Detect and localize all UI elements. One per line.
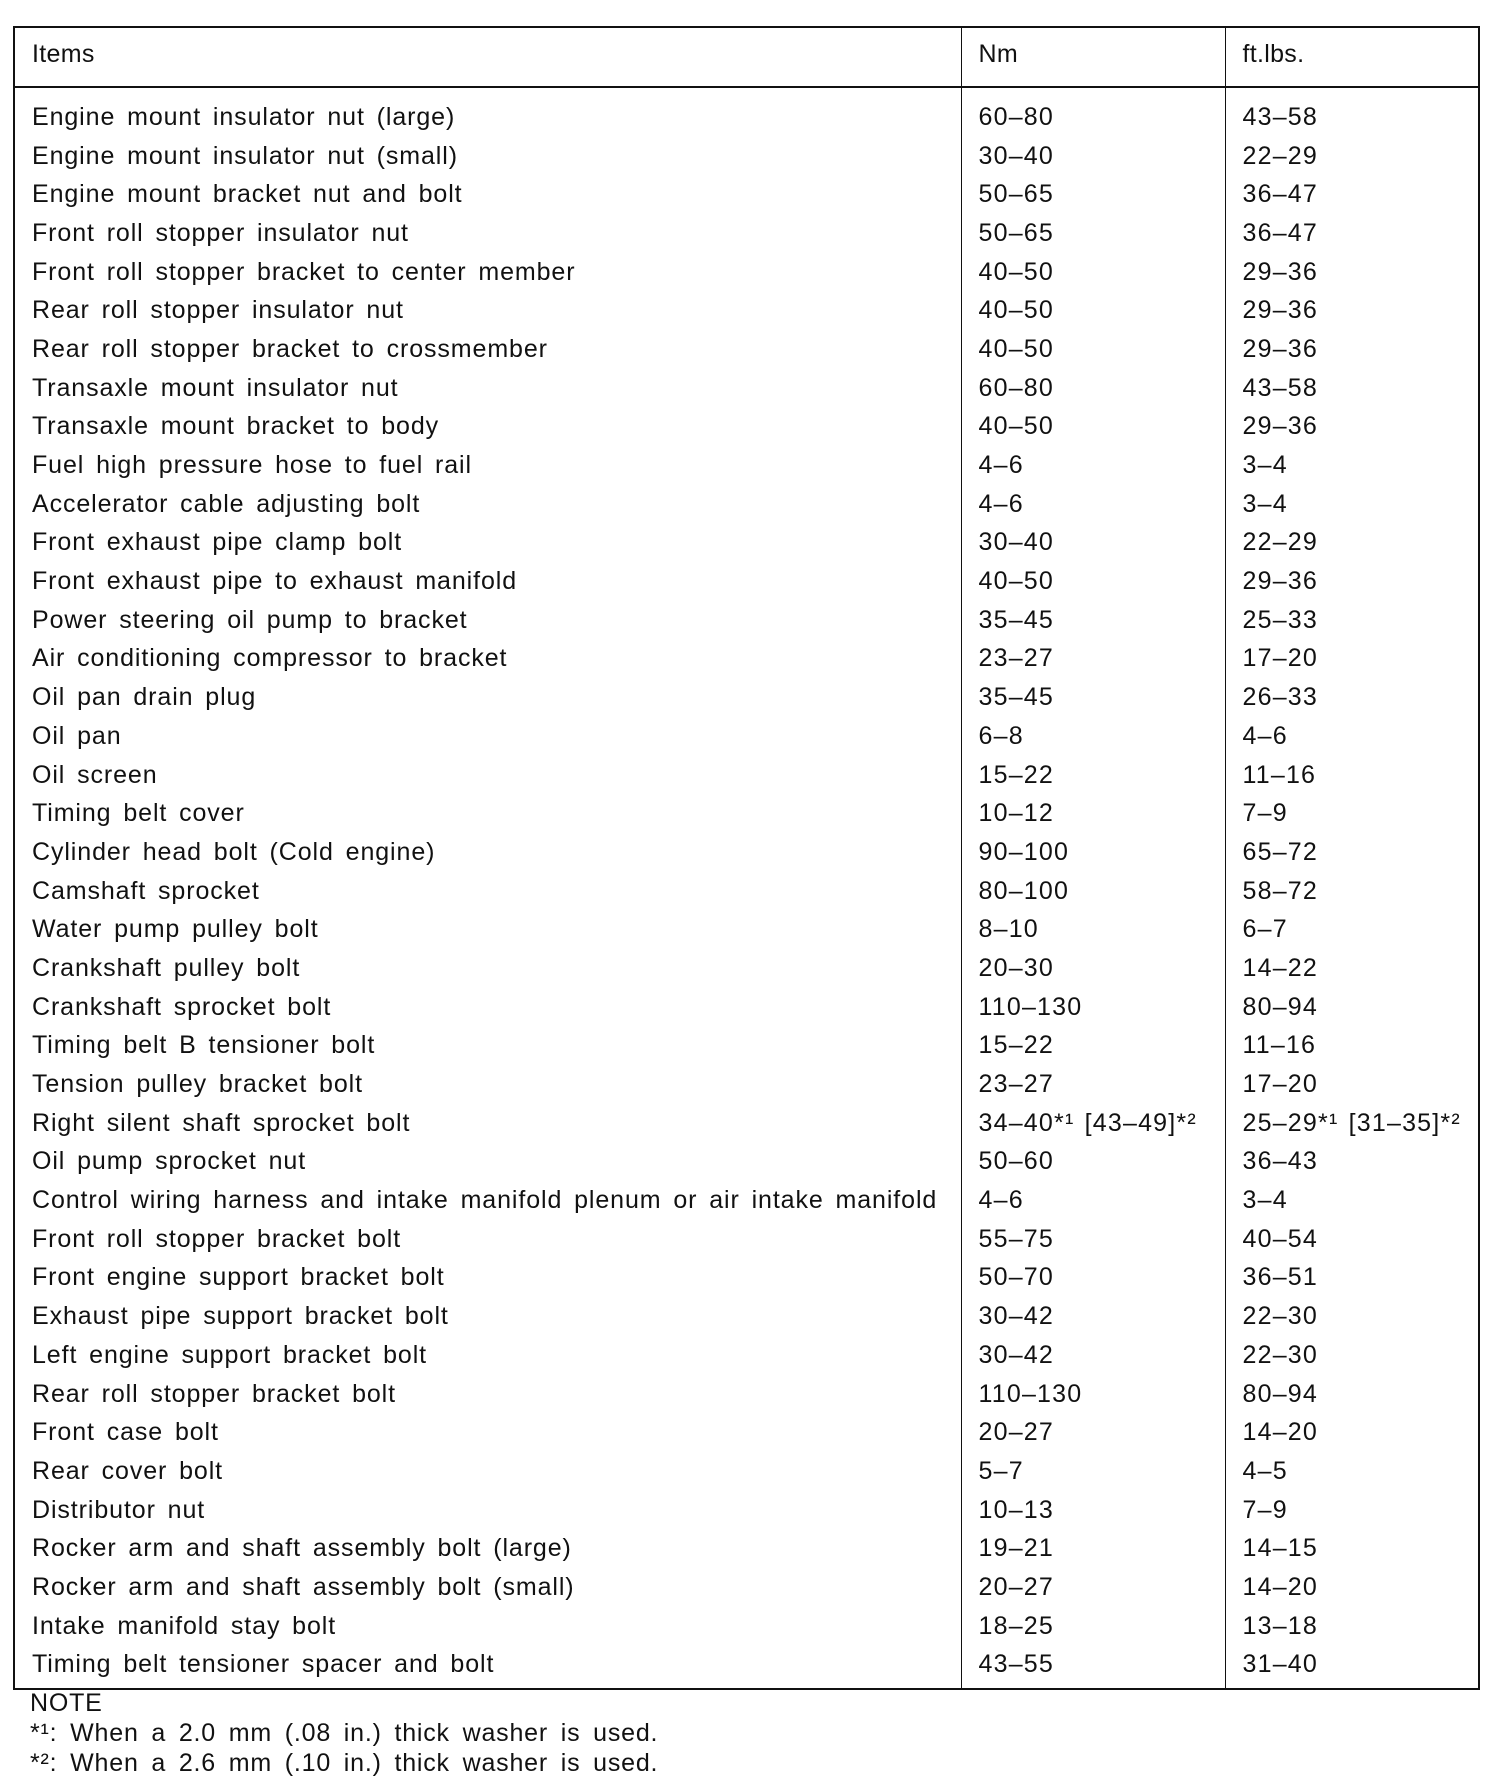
torque-nm-cell: 20–27 bbox=[961, 1568, 1225, 1607]
torque-ftlbs-cell: 22–29 bbox=[1242, 141, 1319, 170]
torque-nm-cell: 30–42 bbox=[961, 1336, 1225, 1375]
item-name-cell: Oil pan bbox=[14, 717, 961, 756]
column-header-items: Items bbox=[14, 27, 961, 87]
item-name-cell: Crankshaft pulley bolt bbox=[14, 949, 961, 988]
item-name-cell: Transaxle mount insulator nut bbox=[14, 369, 961, 408]
item-name-cell: Rear cover bolt bbox=[14, 1452, 961, 1491]
table-row bbox=[14, 137, 1479, 176]
item-name-cell: Cylinder head bolt (Cold engine) bbox=[14, 833, 961, 872]
item-name-cell: Front case bolt bbox=[14, 1413, 961, 1452]
table-row bbox=[14, 1646, 1479, 1690]
item-name-cell: Front roll stopper bracket to center member bbox=[14, 253, 961, 292]
table-row bbox=[14, 833, 1479, 872]
torque-nm-cell: 40–50 bbox=[961, 253, 1225, 292]
torque-ftlbs-cell: 3–4 bbox=[1242, 489, 1288, 518]
table-row bbox=[14, 910, 1479, 949]
table-row bbox=[14, 1181, 1479, 1220]
table-header-row bbox=[14, 27, 1479, 87]
torque-nm-cell: 4–6 bbox=[961, 446, 1225, 485]
torque-nm-cell: 6–8 bbox=[961, 717, 1225, 756]
table-row bbox=[14, 1491, 1479, 1530]
table-row bbox=[14, 1297, 1479, 1336]
torque-nm-cell: 30–42 bbox=[961, 1297, 1225, 1336]
torque-ftlbs-cell: 7–9 bbox=[1242, 1495, 1288, 1524]
table-row bbox=[14, 601, 1479, 640]
torque-ftlbs-cell: 29–36 bbox=[1242, 296, 1319, 325]
table-row bbox=[14, 640, 1479, 679]
torque-ftlbs-cell: 25–29*¹ [31–35]*² bbox=[1242, 1108, 1461, 1137]
table-row bbox=[14, 1607, 1479, 1646]
item-name-cell: Fuel high pressure hose to fuel rail bbox=[14, 446, 961, 485]
torque-ftlbs-cell: 40–54 bbox=[1242, 1224, 1319, 1253]
item-name-cell: Transaxle mount bracket to body bbox=[14, 408, 961, 447]
item-name-cell: Front roll stopper bracket bolt bbox=[14, 1220, 961, 1259]
torque-ftlbs-cell: 65–72 bbox=[1242, 837, 1319, 866]
table-row bbox=[14, 678, 1479, 717]
table-row bbox=[14, 446, 1479, 485]
torque-nm-cell: 55–75 bbox=[961, 1220, 1225, 1259]
column-header-nm: Nm bbox=[961, 27, 1225, 87]
table-row bbox=[14, 872, 1479, 911]
table-row bbox=[14, 175, 1479, 214]
torque-ftlbs-cell: 26–33 bbox=[1242, 683, 1319, 712]
torque-nm-cell: 60–80 bbox=[961, 87, 1225, 137]
table-row bbox=[14, 408, 1479, 447]
table-row bbox=[14, 253, 1479, 292]
torque-ftlbs-cell: 80–94 bbox=[1242, 992, 1319, 1021]
note-line: *¹: When a 2.0 mm (.08 in.) thick washer is used. bbox=[30, 1719, 659, 1747]
torque-ftlbs-cell: 80–94 bbox=[1242, 1379, 1319, 1408]
torque-nm-cell: 18–25 bbox=[961, 1607, 1225, 1646]
item-name-cell: Oil pan drain plug bbox=[14, 678, 961, 717]
torque-ftlbs-cell: 36–47 bbox=[1242, 218, 1319, 247]
item-name-cell: Timing belt tensioner spacer and bolt bbox=[14, 1646, 961, 1690]
torque-ftlbs-cell: 17–20 bbox=[1242, 644, 1319, 673]
torque-spec-table bbox=[13, 26, 1480, 1690]
table-row bbox=[14, 1568, 1479, 1607]
torque-ftlbs-cell: 13–18 bbox=[1242, 1611, 1319, 1640]
table-row bbox=[14, 1336, 1479, 1375]
torque-nm-cell: 30–40 bbox=[961, 524, 1225, 563]
torque-nm-cell: 19–21 bbox=[961, 1529, 1225, 1568]
item-name-cell: Left engine support bracket bolt bbox=[14, 1336, 961, 1375]
table-row bbox=[14, 330, 1479, 369]
torque-ftlbs-cell: 58–72 bbox=[1242, 876, 1319, 905]
torque-nm-cell: 35–45 bbox=[961, 601, 1225, 640]
item-name-cell: Tension pulley bracket bolt bbox=[14, 1065, 961, 1104]
table-row bbox=[14, 1220, 1479, 1259]
torque-nm-cell: 10–12 bbox=[961, 794, 1225, 833]
torque-nm-cell: 15–22 bbox=[961, 1027, 1225, 1066]
torque-ftlbs-cell: 4–6 bbox=[1242, 721, 1288, 750]
torque-nm-cell: 40–50 bbox=[961, 330, 1225, 369]
table-row bbox=[14, 1413, 1479, 1452]
item-name-cell: Engine mount insulator nut (large) bbox=[14, 87, 961, 137]
torque-nm-cell: 80–100 bbox=[961, 872, 1225, 911]
torque-nm-cell: 8–10 bbox=[961, 910, 1225, 949]
torque-nm-cell: 90–100 bbox=[961, 833, 1225, 872]
item-name-cell: Rear roll stopper bracket to crossmember bbox=[14, 330, 961, 369]
torque-ftlbs-cell: 43–58 bbox=[1242, 373, 1319, 402]
item-name-cell: Accelerator cable adjusting bolt bbox=[14, 485, 961, 524]
item-name-cell: Control wiring harness and intake manifold plenum or air intake manifold bbox=[14, 1181, 961, 1220]
table-row bbox=[14, 369, 1479, 408]
item-name-cell: Exhaust pipe support bracket bolt bbox=[14, 1297, 961, 1336]
torque-nm-cell: 23–27 bbox=[961, 1065, 1225, 1104]
table-row bbox=[14, 291, 1479, 330]
torque-nm-cell: 5–7 bbox=[961, 1452, 1225, 1491]
note-line: *²: When a 2.6 mm (.10 in.) thick washer is used. bbox=[30, 1749, 659, 1777]
table-row bbox=[14, 562, 1479, 601]
torque-ftlbs-cell: 29–36 bbox=[1242, 567, 1319, 596]
note-heading: NOTE bbox=[30, 1689, 103, 1717]
item-name-cell: Oil pump sprocket nut bbox=[14, 1143, 961, 1182]
torque-ftlbs-cell: 36–51 bbox=[1242, 1263, 1319, 1292]
item-name-cell: Rear roll stopper insulator nut bbox=[14, 291, 961, 330]
torque-ftlbs-cell: 14–20 bbox=[1242, 1418, 1319, 1447]
torque-nm-cell: 10–13 bbox=[961, 1491, 1225, 1530]
torque-ftlbs-cell: 7–9 bbox=[1242, 799, 1288, 828]
torque-ftlbs-cell: 14–22 bbox=[1242, 953, 1319, 982]
torque-ftlbs-cell: 25–33 bbox=[1242, 605, 1319, 634]
table-row bbox=[14, 1104, 1479, 1143]
table-row bbox=[14, 1065, 1479, 1104]
item-name-cell: Rocker arm and shaft assembly bolt (small) bbox=[14, 1568, 961, 1607]
torque-nm-cell: 110–130 bbox=[961, 988, 1225, 1027]
torque-nm-cell: 50–60 bbox=[961, 1143, 1225, 1182]
item-name-cell: Right silent shaft sprocket bolt bbox=[14, 1104, 961, 1143]
torque-nm-cell: 4–6 bbox=[961, 1181, 1225, 1220]
item-name-cell: Timing belt cover bbox=[14, 794, 961, 833]
item-name-cell: Crankshaft sprocket bolt bbox=[14, 988, 961, 1027]
note-block bbox=[30, 1688, 658, 1778]
item-name-cell: Engine mount insulator nut (small) bbox=[14, 137, 961, 176]
torque-ftlbs-cell: 17–20 bbox=[1242, 1070, 1319, 1099]
torque-nm-cell: 50–65 bbox=[961, 175, 1225, 214]
item-name-cell: Timing belt B tensioner bolt bbox=[14, 1027, 961, 1066]
torque-nm-cell: 40–50 bbox=[961, 408, 1225, 447]
torque-ftlbs-cell: 3–4 bbox=[1242, 451, 1288, 480]
item-name-cell: Water pump pulley bolt bbox=[14, 910, 961, 949]
table-row bbox=[14, 1027, 1479, 1066]
torque-nm-cell: 110–130 bbox=[961, 1375, 1225, 1414]
torque-ftlbs-cell: 29–36 bbox=[1242, 412, 1319, 441]
torque-ftlbs-cell: 29–36 bbox=[1242, 334, 1319, 363]
item-name-cell: Front exhaust pipe clamp bolt bbox=[14, 524, 961, 563]
item-name-cell: Front exhaust pipe to exhaust manifold bbox=[14, 562, 961, 601]
torque-ftlbs-cell: 22–30 bbox=[1242, 1302, 1319, 1331]
table-row bbox=[14, 949, 1479, 988]
torque-ftlbs-cell: 29–36 bbox=[1242, 257, 1319, 286]
item-name-cell: Front roll stopper insulator nut bbox=[14, 214, 961, 253]
table-row bbox=[14, 794, 1479, 833]
table-row bbox=[14, 756, 1479, 795]
torque-nm-cell: 40–50 bbox=[961, 562, 1225, 601]
table-row bbox=[14, 1375, 1479, 1414]
table-row bbox=[14, 1259, 1479, 1298]
torque-ftlbs-cell: 4–5 bbox=[1242, 1456, 1288, 1485]
torque-nm-cell: 34–40*¹ [43–49]*² bbox=[961, 1104, 1225, 1143]
torque-ftlbs-cell: 6–7 bbox=[1242, 915, 1288, 944]
torque-nm-cell: 35–45 bbox=[961, 678, 1225, 717]
torque-ftlbs-cell: 3–4 bbox=[1242, 1186, 1288, 1215]
torque-nm-cell: 50–70 bbox=[961, 1259, 1225, 1298]
torque-ftlbs-cell: 36–43 bbox=[1242, 1147, 1319, 1176]
torque-nm-cell: 30–40 bbox=[961, 137, 1225, 176]
torque-nm-cell: 60–80 bbox=[961, 369, 1225, 408]
torque-ftlbs-cell: 31–40 bbox=[1242, 1650, 1319, 1679]
torque-ftlbs-cell: 14–20 bbox=[1242, 1572, 1319, 1601]
table-row bbox=[14, 1143, 1479, 1182]
item-name-cell: Power steering oil pump to bracket bbox=[14, 601, 961, 640]
table-row bbox=[14, 1452, 1479, 1491]
torque-nm-cell: 20–27 bbox=[961, 1413, 1225, 1452]
torque-ftlbs-cell: 43–58 bbox=[1242, 102, 1319, 131]
item-name-cell: Camshaft sprocket bbox=[14, 872, 961, 911]
item-name-cell: Rocker arm and shaft assembly bolt (large) bbox=[14, 1529, 961, 1568]
table-row bbox=[14, 214, 1479, 253]
table-row bbox=[14, 485, 1479, 524]
column-header-ftlbs: ft.lbs. bbox=[1225, 27, 1479, 87]
table-row bbox=[14, 988, 1479, 1027]
torque-nm-cell: 40–50 bbox=[961, 291, 1225, 330]
torque-ftlbs-cell: 14–15 bbox=[1242, 1534, 1319, 1563]
item-name-cell: Rear roll stopper bracket bolt bbox=[14, 1375, 961, 1414]
table-row bbox=[14, 717, 1479, 756]
torque-nm-cell: 23–27 bbox=[961, 640, 1225, 679]
torque-nm-cell: 4–6 bbox=[961, 485, 1225, 524]
torque-nm-cell: 43–55 bbox=[961, 1646, 1225, 1690]
torque-nm-cell: 50–65 bbox=[961, 214, 1225, 253]
table-body bbox=[14, 87, 1479, 1689]
item-name-cell: Engine mount bracket nut and bolt bbox=[14, 175, 961, 214]
item-name-cell: Distributor nut bbox=[14, 1491, 961, 1530]
torque-ftlbs-cell: 36–47 bbox=[1242, 180, 1319, 209]
table-row bbox=[14, 87, 1479, 137]
torque-nm-cell: 20–30 bbox=[961, 949, 1225, 988]
torque-nm-cell: 15–22 bbox=[961, 756, 1225, 795]
table-row bbox=[14, 524, 1479, 563]
item-name-cell: Front engine support bracket bolt bbox=[14, 1259, 961, 1298]
item-name-cell: Oil screen bbox=[14, 756, 961, 795]
torque-ftlbs-cell: 11–16 bbox=[1242, 1031, 1317, 1060]
torque-ftlbs-cell: 11–16 bbox=[1242, 760, 1317, 789]
torque-ftlbs-cell: 22–29 bbox=[1242, 528, 1319, 557]
item-name-cell: Air conditioning compressor to bracket bbox=[14, 640, 961, 679]
item-name-cell: Intake manifold stay bolt bbox=[14, 1607, 961, 1646]
table-row bbox=[14, 1529, 1479, 1568]
torque-ftlbs-cell: 22–30 bbox=[1242, 1340, 1319, 1369]
